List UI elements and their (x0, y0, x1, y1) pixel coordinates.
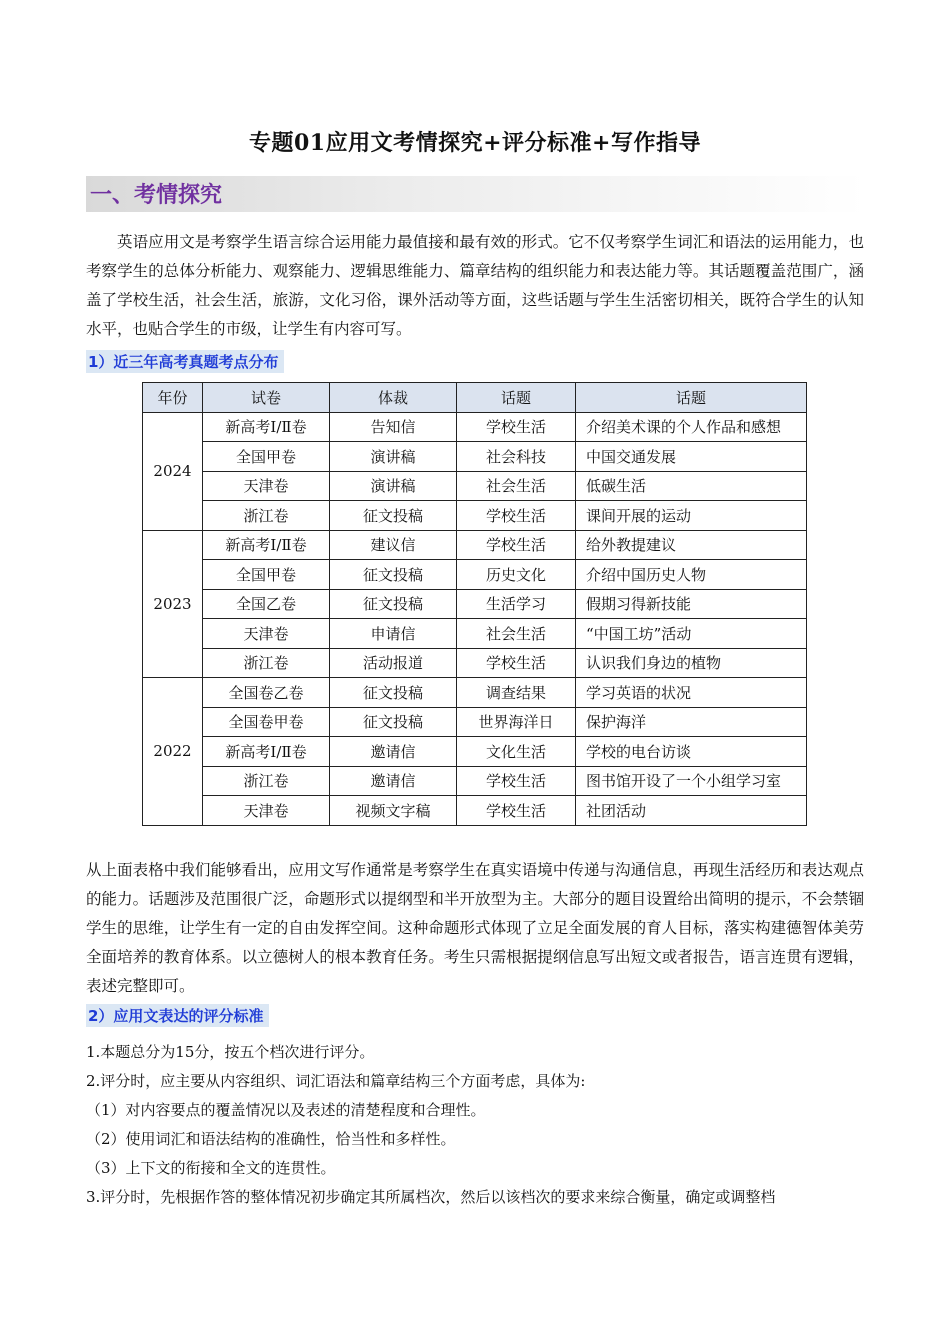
cell-genre: 申请信 (330, 619, 457, 649)
cell-topic-detail: 图书馆开设了一个小组学习室 (576, 766, 807, 796)
rule-line: （1）对内容要点的覆盖情况以及表述的清楚程度和合理性。 (86, 1101, 486, 1119)
exam-topics-table (142, 382, 807, 826)
cell-topic: 世界海洋日 (457, 707, 576, 737)
cell-paper: 新高考Ⅰ/Ⅱ卷 (203, 530, 330, 560)
scoring-rules (86, 1038, 866, 1212)
cell-year: 2023 (143, 530, 203, 678)
cell-topic: 学校生活 (457, 412, 576, 442)
cell-topic: 历史文化 (457, 560, 576, 590)
table-row (143, 678, 807, 708)
cell-topic: 社会科技 (457, 442, 576, 472)
cell-genre: 演讲稿 (330, 442, 457, 472)
cell-paper: 新高考Ⅰ/Ⅱ卷 (203, 412, 330, 442)
cell-genre: 征文投稿 (330, 707, 457, 737)
cell-year: 2022 (143, 678, 203, 826)
cell-topic-detail: “中国工坊”活动 (576, 619, 807, 649)
table-header-row (143, 383, 807, 413)
table-row (143, 648, 807, 678)
cell-paper: 全国甲卷 (203, 442, 330, 472)
table-row (143, 442, 807, 472)
cell-topic: 文化生活 (457, 737, 576, 767)
table-row (143, 560, 807, 590)
table-row (143, 707, 807, 737)
cell-genre: 活动报道 (330, 648, 457, 678)
cell-genre: 邀请信 (330, 737, 457, 767)
cell-genre: 征文投稿 (330, 560, 457, 590)
header-topic-detail: 话题 (576, 383, 807, 413)
cell-topic-detail: 假期习得新技能 (576, 589, 807, 619)
rule-line: 2.评分时，应主要从内容组织、词汇语法和篇章结构三个方面考虑，具体为: (86, 1072, 586, 1090)
cell-paper: 天津卷 (203, 471, 330, 501)
cell-genre: 征文投稿 (330, 501, 457, 531)
cell-paper: 浙江卷 (203, 501, 330, 531)
cell-genre: 征文投稿 (330, 589, 457, 619)
cell-topic: 社会生活 (457, 471, 576, 501)
cell-year: 2024 (143, 412, 203, 530)
cell-paper: 全国乙卷 (203, 589, 330, 619)
table-row (143, 619, 807, 649)
table-row (143, 501, 807, 531)
cell-paper: 全国卷甲卷 (203, 707, 330, 737)
cell-genre: 建议信 (330, 530, 457, 560)
cell-genre: 邀请信 (330, 766, 457, 796)
cell-paper: 天津卷 (203, 619, 330, 649)
rule-line: （3）上下文的衔接和全文的连贯性。 (86, 1159, 336, 1177)
cell-paper: 浙江卷 (203, 766, 330, 796)
table-body (143, 412, 807, 825)
subheading-scoring-criteria: 2）应用文表达的评分标准 (86, 1004, 269, 1027)
cell-topic-detail: 介绍美术课的个人作品和感想 (576, 412, 807, 442)
rule-line: （2）使用词汇和语法结构的准确性，恰当性和多样性。 (86, 1130, 456, 1148)
cell-genre: 征文投稿 (330, 678, 457, 708)
table-row (143, 737, 807, 767)
header-genre: 体裁 (330, 383, 457, 413)
cell-topic: 调查结果 (457, 678, 576, 708)
cell-paper: 新高考Ⅰ/Ⅱ卷 (203, 737, 330, 767)
cell-topic: 学校生活 (457, 501, 576, 531)
cell-topic-detail: 低碳生活 (576, 471, 807, 501)
cell-topic-detail: 学校的电台访谈 (576, 737, 807, 767)
cell-paper: 全国卷乙卷 (203, 678, 330, 708)
rule-line: 1.本题总分为15分，按五个档次进行评分。 (86, 1043, 375, 1061)
cell-topic-detail: 给外教提建议 (576, 530, 807, 560)
subheading-exam-distribution: 1）近三年高考真题考点分布 (86, 350, 284, 373)
cell-paper: 天津卷 (203, 796, 330, 826)
cell-topic-detail: 课间开展的运动 (576, 501, 807, 531)
cell-topic: 学校生活 (457, 796, 576, 826)
section-heading: 一、考情探究 (90, 183, 223, 208)
cell-topic: 生活学习 (457, 589, 576, 619)
cell-topic-detail: 介绍中国历史人物 (576, 560, 807, 590)
header-paper: 试卷 (203, 383, 330, 413)
analysis-paragraph: 从上面表格中我们能够看出，应用文写作通常是考察学生在真实语境中传递与沟通信息，再现生活经历和表达观点的能力。话题涉及范围很广泛，命题形式以提纲型和半开放型为主。大部分的题目设置给出简明的提示，不会禁锢学生的思维，让学生有一定的自由发挥空间。这种命题形式体现了立足全面发展的育人目标，落实构建德智体美劳全面培养的教育体系。以立德树人的根本教育任务。考生只需根据提纲信息写出短文或者报告，语言连贯有逻辑，表述完整即可。 (86, 861, 864, 995)
cell-topic-detail: 认识我们身边的植物 (576, 648, 807, 678)
cell-topic: 学校生活 (457, 530, 576, 560)
cell-paper: 浙江卷 (203, 648, 330, 678)
header-topic: 话题 (457, 383, 576, 413)
cell-genre: 演讲稿 (330, 471, 457, 501)
table-row (143, 412, 807, 442)
cell-topic: 学校生活 (457, 648, 576, 678)
rule-line: 3.评分时，先根据作答的整体情况初步确定其所属档次，然后以该档次的要求来综合衡量，确定或调整档 (86, 1188, 776, 1206)
cell-topic-detail: 中国交通发展 (576, 442, 807, 472)
table-row (143, 766, 807, 796)
cell-topic-detail: 社团活动 (576, 796, 807, 826)
table-row (143, 796, 807, 826)
cell-topic: 学校生活 (457, 766, 576, 796)
page-title: 专题01应用文考情探究+评分标准+写作指导 (249, 130, 701, 156)
table-row (143, 530, 807, 560)
cell-genre: 告知信 (330, 412, 457, 442)
cell-paper: 全国甲卷 (203, 560, 330, 590)
cell-topic-detail: 保护海洋 (576, 707, 807, 737)
cell-topic: 社会生活 (457, 619, 576, 649)
cell-topic-detail: 学习英语的状况 (576, 678, 807, 708)
cell-genre: 视频文字稿 (330, 796, 457, 826)
table-row (143, 589, 807, 619)
header-year: 年份 (143, 383, 203, 413)
intro-paragraph: 英语应用文是考察学生语言综合运用能力最值接和最有效的形式。它不仅考察学生词汇和语法的运用能力，也考察学生的总体分析能力、观察能力、逻辑思维能力、篇章结构的组织能力和表达能力等。其话题覆盖范围广，涵盖了学校生活，社会生活，旅游，文化习俗，课外活动等方面，这些话题与学生生活密切相关，既符合学生的认知水平，也贴合学生的市级，让学生有内容可写。 (86, 233, 864, 338)
table-row (143, 471, 807, 501)
